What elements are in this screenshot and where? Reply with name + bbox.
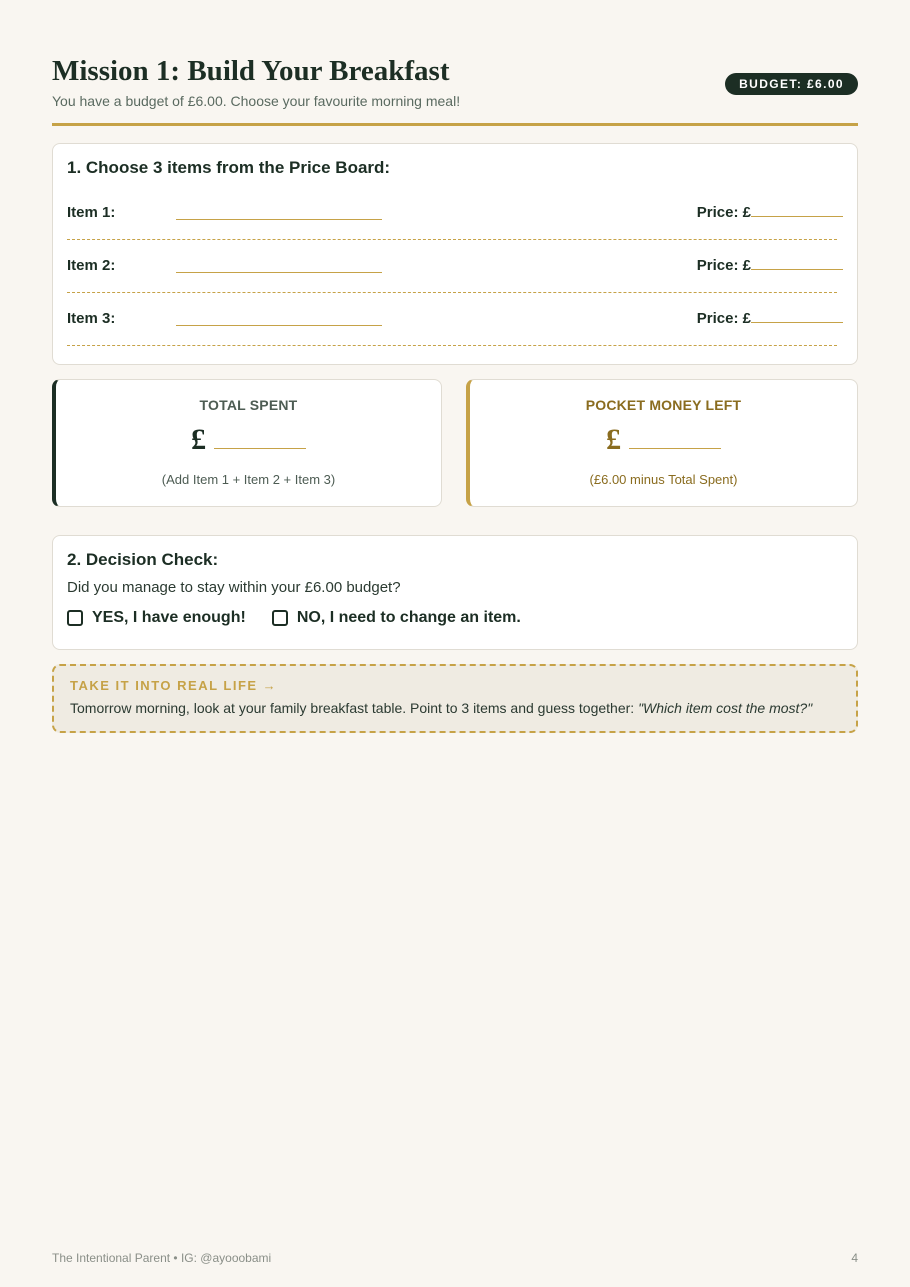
item-row	[67, 245, 843, 297]
no-checkbox[interactable]	[272, 610, 288, 626]
pocket-money-blank[interactable]	[629, 448, 721, 449]
real-life-tip	[52, 664, 858, 733]
decision-question: Did you manage to stay within your £6.00 budget?	[67, 579, 401, 596]
currency-symbol: £	[606, 423, 621, 456]
row-divider	[67, 292, 837, 293]
pocket-money-title: POCKET MONEY LEFT	[585, 397, 742, 413]
row-divider	[67, 239, 837, 240]
budget-badge: BUDGET: £6.00	[725, 73, 858, 95]
page-title: Mission 1: Build Your Breakfast	[52, 55, 450, 87]
decision-options	[67, 609, 843, 627]
total-spent-title: TOTAL SPENT	[199, 397, 298, 413]
total-spent-amount	[56, 422, 441, 458]
decision-check-card	[52, 535, 858, 650]
price-blank[interactable]	[751, 216, 843, 217]
decision-heading: 2. Decision Check:	[67, 550, 219, 569]
item-price	[697, 204, 843, 221]
total-spent-blank[interactable]	[214, 448, 306, 449]
no-label: NO, I need to change an item.	[296, 609, 521, 626]
yes-checkbox[interactable]	[67, 610, 83, 626]
page-footer	[52, 1251, 858, 1265]
price-label: Price: £	[696, 257, 751, 274]
choose-items-card	[52, 143, 858, 365]
item-label: Item 1:	[67, 204, 116, 221]
choose-items-heading: 1. Choose 3 items from the Price Board:	[67, 158, 391, 177]
item-row	[67, 192, 843, 244]
item-name-blank[interactable]	[176, 216, 382, 220]
pocket-money-hint: (£6.00 minus Total Spent)	[589, 472, 738, 487]
item-price	[697, 257, 843, 274]
item-label: Item 2:	[67, 257, 116, 274]
price-label: Price: £	[696, 204, 751, 221]
tip-title: TAKE IT INTO REAL LIFE →	[70, 678, 278, 693]
total-spent-card	[52, 379, 442, 507]
total-spent-hint: (Add Item 1 + Item 2 + Item 3)	[161, 472, 336, 487]
price-blank[interactable]	[751, 269, 843, 270]
item-name-blank[interactable]	[176, 322, 382, 326]
yes-label: YES, I have enough!	[92, 609, 246, 626]
yes-option[interactable]	[67, 609, 246, 627]
currency-symbol: £	[191, 423, 206, 456]
tip-text: Tomorrow morning, look at your family breakfast table. Point to 3 items and guess together:	[70, 700, 639, 716]
price-label: Price: £	[696, 310, 751, 327]
row-divider	[67, 345, 837, 346]
pocket-money-card	[466, 379, 858, 507]
tip-quote: "Which item cost the most?"	[638, 700, 813, 716]
no-option[interactable]	[272, 609, 521, 627]
worksheet-page	[52, 0, 858, 1287]
item-name-blank[interactable]	[176, 269, 382, 273]
page-number: 4	[851, 1251, 858, 1265]
item-label: Item 3:	[67, 310, 116, 327]
pocket-money-amount	[470, 422, 857, 458]
page-header	[52, 54, 858, 126]
footer-credit: The Intentional Parent • IG: @ayooobami	[52, 1251, 272, 1265]
item-price	[697, 310, 843, 327]
tip-body	[70, 700, 840, 716]
page-subtitle: You have a budget of £6.00. Choose your favourite morning meal!	[52, 93, 461, 109]
item-row	[67, 298, 843, 350]
price-blank[interactable]	[751, 322, 843, 323]
